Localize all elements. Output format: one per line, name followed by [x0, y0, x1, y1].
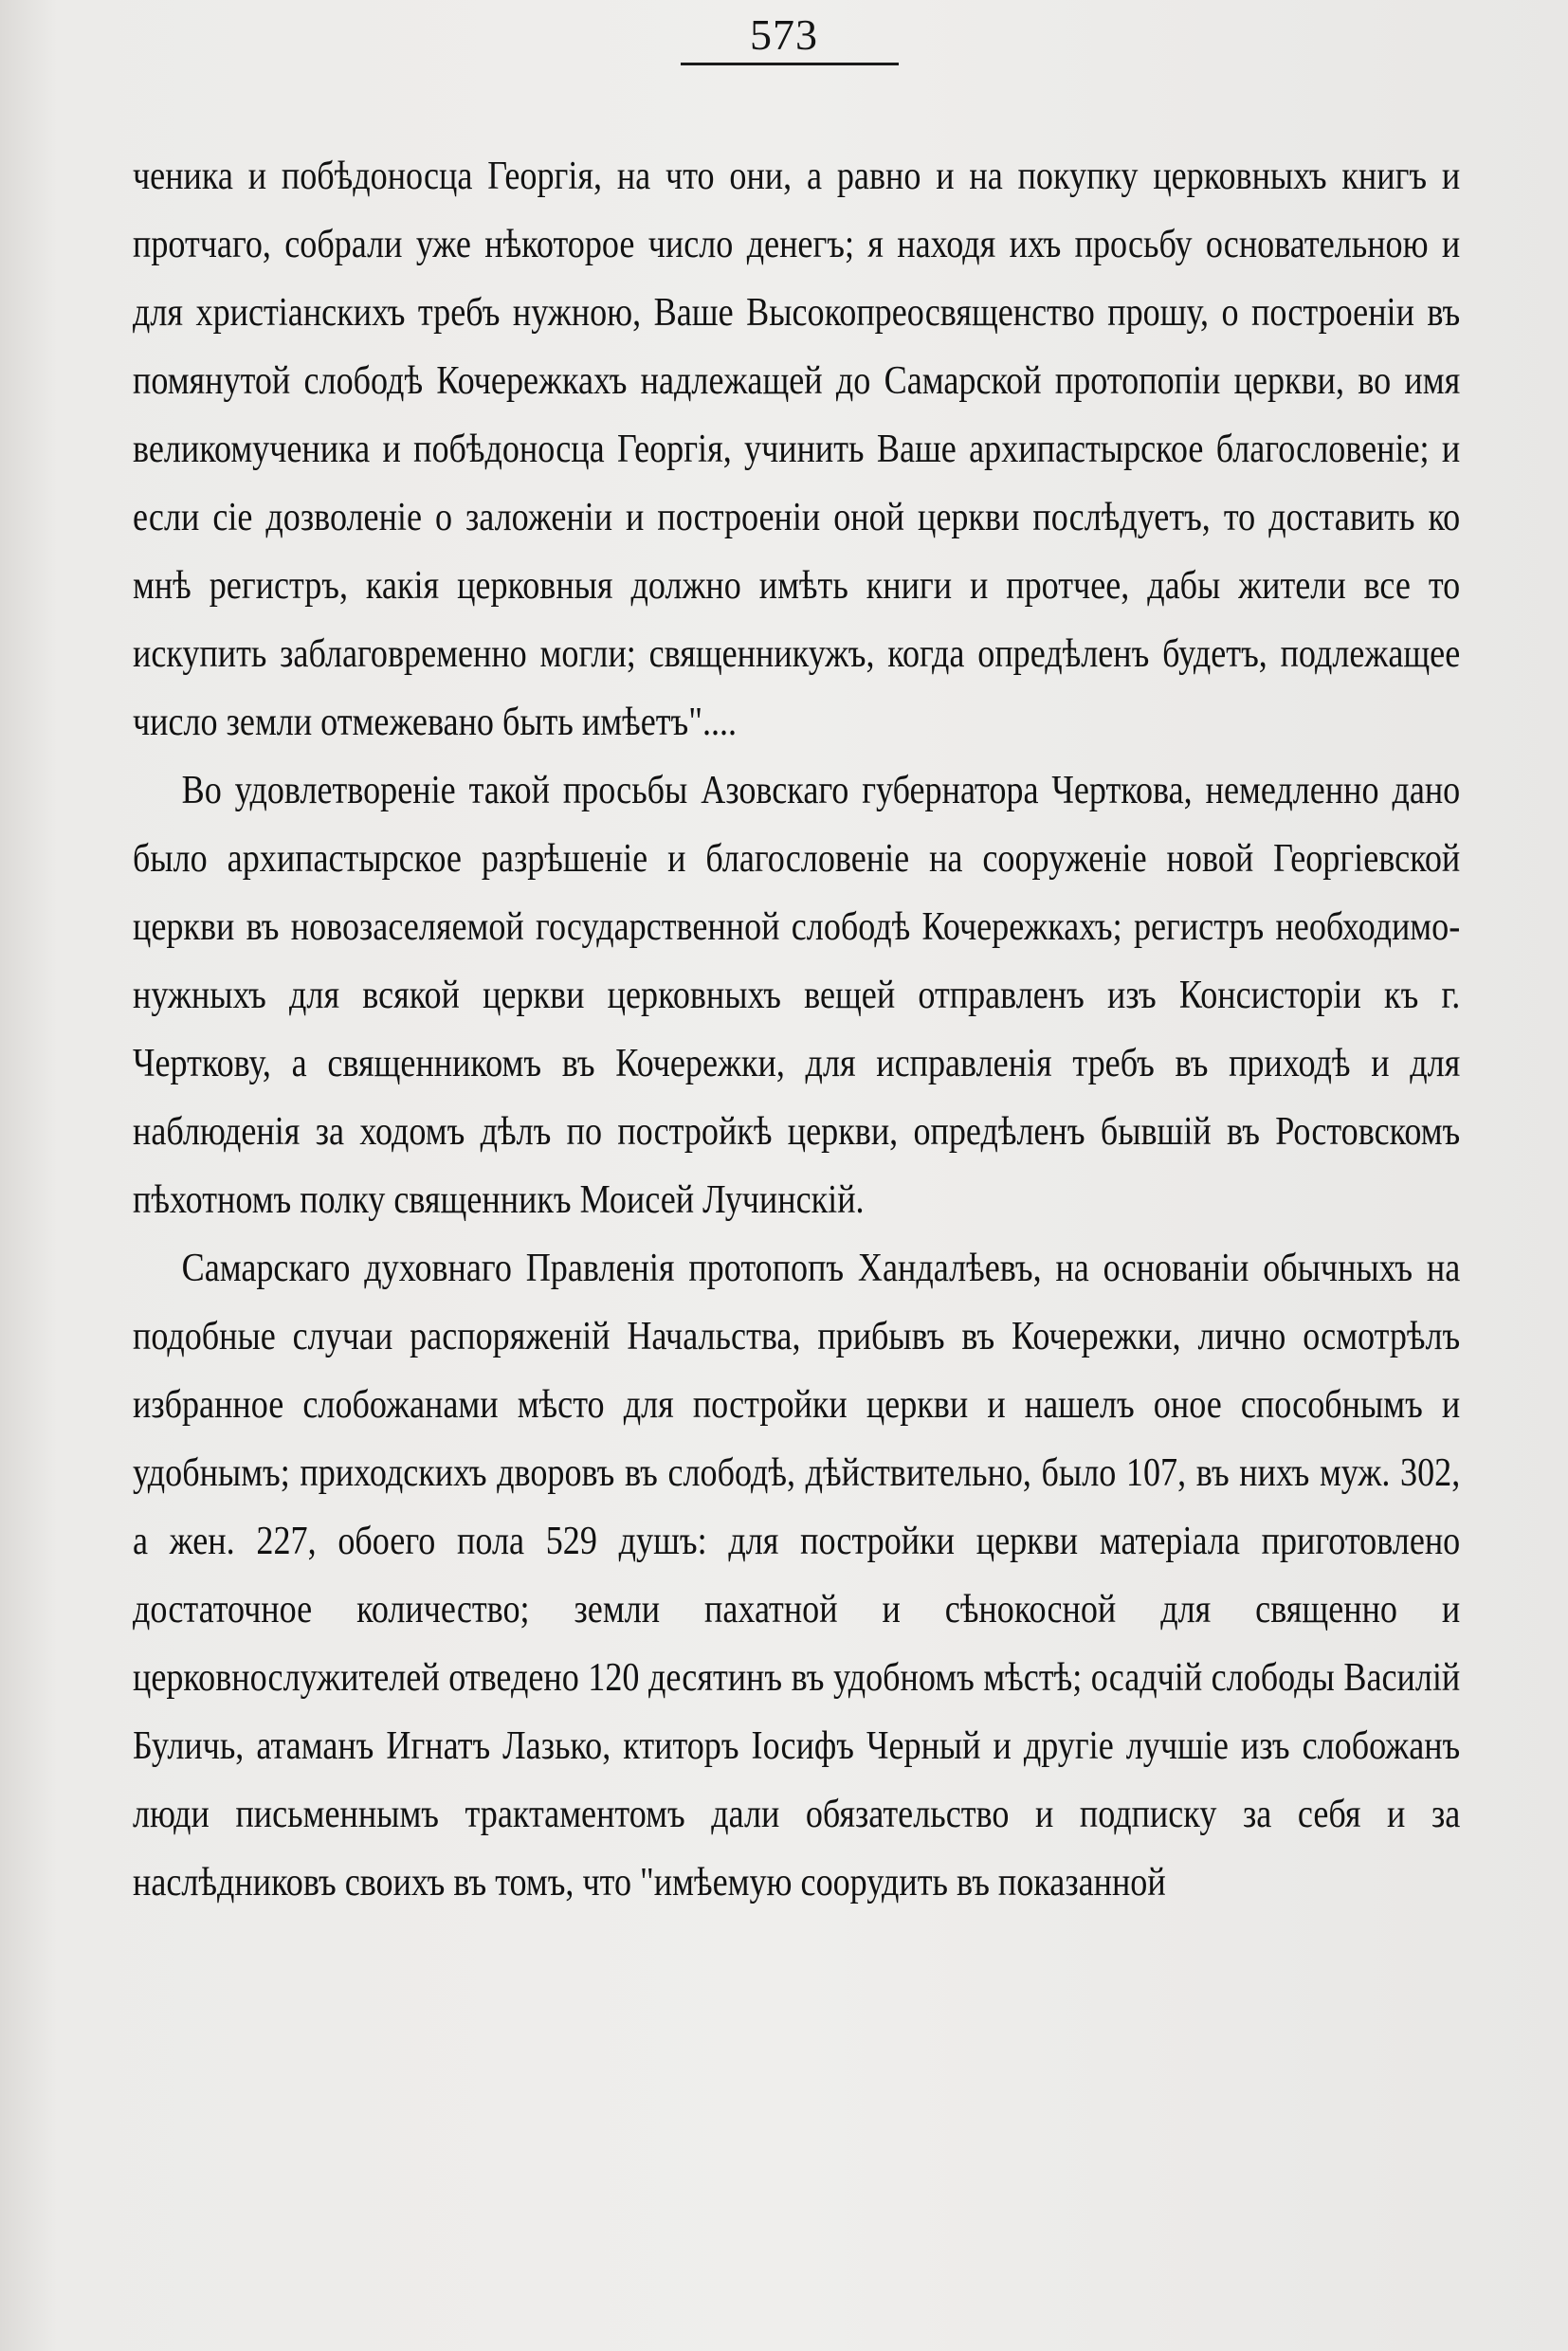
body-text [133, 142, 1460, 1917]
paragraph-1: ченика и побѣдоносца Георгія, на что они, а равно и на покупку церковныхъ книгъ и протчаго, собрали уже нѣкоторое число денегъ; я находя ихъ просьбу основательною и для христіанскихъ требъ нужною, Ваше Высокопреосвященство прошу, о построеніи въ помянутой слободѣ Кочережкахъ надлежащей до Самарской протопопіи церкви, во имя великомученика и побѣдоносца Георгія, учинить Ваше архипастырское благословеніе; и если сіе дозволеніе о заложеніи и построеніи оной церкви послѣдуетъ, то доставить ко мнѣ регистръ, какія церковныя должно имѣть книги и протчее, дабы жители все то искупить заблаговременно могли; священникужъ, когда опредѣленъ будетъ, подлежащее число земли отмежевано быть имѣетъ".... [133, 155, 1461, 744]
paragraph-2: Во удовлетвореніе такой просьбы Азовскаго губернатора Черткова, немедленно дано было архипастырское разрѣшеніе и благословеніе на сооруженіе новой Георгіевской церкви въ новозаселяемой государственной слободѣ Кочережкахъ; регистръ необходимо-нужныхъ для всякой церкви церковныхъ вещей отправленъ изъ Консисторіи къ г. Черткову, а священникомъ въ Кочережки, для исправленія требъ въ приходѣ и для наблюденія за ходомъ дѣлъ по постройкѣ церкви, опредѣленъ бывшій въ Ростовскомъ пѣхотномъ полку священникъ Моисей Лучинскій. [133, 769, 1461, 1222]
page-number: 573 [750, 10, 818, 59]
page-header [0, 9, 1568, 61]
paragraph-3: Самарскаго духовнаго Правленія протопопъ Хандалѣевъ, на основаніи обычныхъ на подобные случаи распоряженій Начальства, прибывъ въ Кочережки, лично осмотрѣлъ избранное слобожанами мѣсто для постройки церкви и нашелъ оное способнымъ и удобнымъ; приходскихъ дворовъ въ слободѣ, дѣйствительно, было 107, въ нихъ муж. 302, а жен. 227, обоего пола 529 душъ: для постройки церкви матеріала приготовлено достаточное количество; земли пахатной и сѣнокосной для священно и церковнослужителей отведено 120 десятинъ въ удобномъ мѣстѣ; осадчій слободы Василій Буличь, атаманъ Игнатъ Лазько, ктиторъ Іосифъ Черный и другіе лучшіе изъ слобожанъ люди письменнымъ трактаментомъ дали обязательство и подписку за себя и за наслѣдниковъ своихъ въ томъ, что "имѣемую соорудить въ показанной [133, 1247, 1461, 1904]
page-number-rule [681, 63, 899, 65]
